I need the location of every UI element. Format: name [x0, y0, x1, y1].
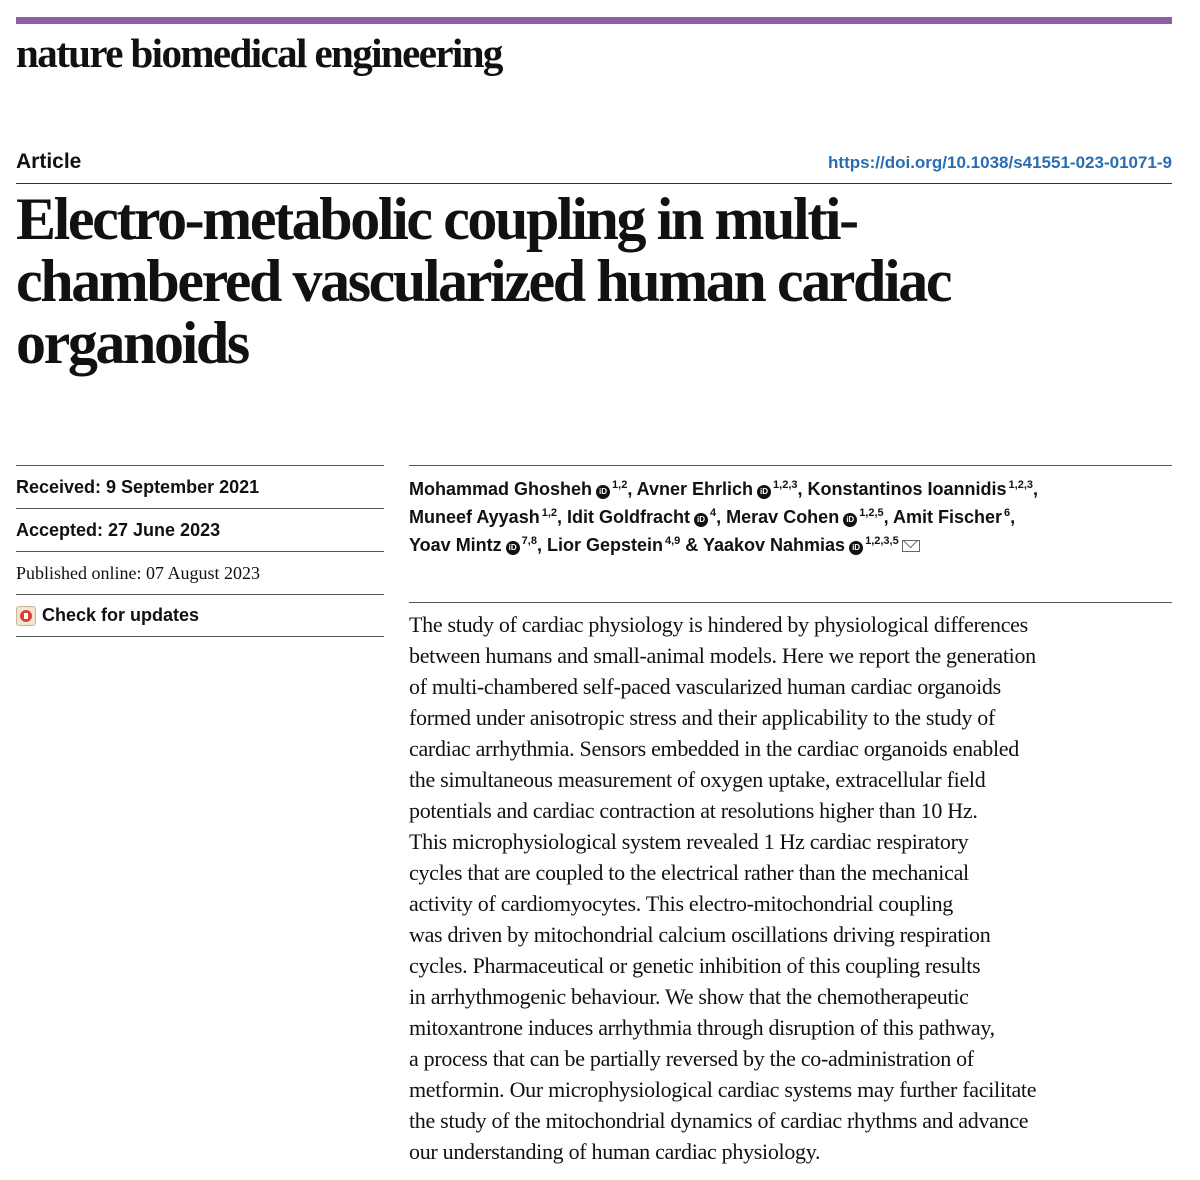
- affiliation-number: 1,2: [612, 479, 628, 491]
- author[interactable]: [637, 479, 798, 499]
- author-separator: ,: [1033, 479, 1039, 499]
- abstract-line: formed under anisotropic stress and their applicability to the study of: [409, 705, 995, 730]
- abstract-line: the simultaneous measurement of oxygen uptake, extracellular field: [409, 767, 986, 792]
- abstract-line: of multi-chambered self-paced vascularized human cardiac organoids: [409, 674, 1001, 699]
- abstract-divider: [409, 602, 1172, 603]
- affiliation-number: 7,8: [521, 535, 537, 547]
- author[interactable]: [726, 507, 884, 527]
- abstract-line: between humans and small-animal models. Here we report the generation: [409, 643, 1036, 668]
- author-name[interactable]: Lior Gepstein: [546, 535, 663, 555]
- authors-panel: [409, 465, 1172, 559]
- received-date: Received: 9 September 2021: [16, 465, 384, 508]
- published-date: Published online: 07 August 2023: [16, 551, 384, 594]
- author-separator: ,: [883, 507, 893, 527]
- orcid-icon[interactable]: iD: [694, 513, 708, 527]
- author-separator: &: [680, 535, 703, 555]
- author-name[interactable]: Amit Fischer: [893, 507, 1003, 527]
- affiliation-number: 1,2,5: [859, 507, 884, 519]
- abstract-line: potentials and cardiac contraction at resolutions higher than 10 Hz.: [409, 798, 978, 823]
- affiliation-number: 4: [710, 507, 717, 519]
- author-name[interactable]: Yoav Mintz: [409, 535, 502, 555]
- article-dates-panel: [16, 465, 384, 637]
- abstract-line: our understanding of human cardiac physiology.: [409, 1139, 821, 1164]
- author-name[interactable]: Idit Goldfracht: [567, 507, 691, 527]
- orcid-icon[interactable]: iD: [596, 485, 610, 499]
- author[interactable]: [567, 507, 716, 527]
- abstract-line: metformin. Our microphysiological cardiac systems may further facilitate: [409, 1077, 1037, 1102]
- affiliation-number: 1,2,3,5: [865, 535, 899, 547]
- orcid-icon[interactable]: iD: [849, 541, 863, 555]
- journal-name: nature biomedical engineering: [16, 30, 502, 76]
- journal-accent-bar: [16, 17, 1172, 24]
- author-separator: ,: [557, 507, 568, 527]
- abstract-line: activity of cardiomyocytes. This electro-mitochondrial coupling: [409, 891, 953, 916]
- abstract-line: cardiac arrhythmia. Sensors embedded in the cardiac organoids enabled: [409, 736, 1019, 761]
- author-separator: ,: [797, 479, 808, 499]
- affiliation-number: 4,9: [665, 535, 681, 547]
- article-type: Article: [16, 150, 82, 173]
- author-name[interactable]: Yaakov Nahmias: [702, 535, 846, 555]
- author-name[interactable]: Merav Cohen: [726, 507, 840, 527]
- author-name[interactable]: Mohammad Ghosheh: [409, 479, 593, 499]
- abstract-line: cycles. Pharmaceutical or genetic inhibition of this coupling results: [409, 953, 981, 978]
- orcid-icon[interactable]: iD: [843, 513, 857, 527]
- affiliation-number: 1,2: [541, 507, 557, 519]
- author[interactable]: [409, 507, 557, 527]
- author[interactable]: [808, 479, 1033, 499]
- orcid-icon[interactable]: iD: [757, 485, 771, 499]
- affiliation-number: 1,2,3: [773, 479, 798, 491]
- author-separator: ,: [627, 479, 637, 499]
- abstract-line: was driven by mitochondrial calcium oscillations driving respiration: [409, 922, 991, 947]
- author-name[interactable]: Konstantinos Ioannidis: [807, 479, 1007, 499]
- affiliation-number: 1,2,3: [1008, 479, 1033, 491]
- author-name[interactable]: Muneef Ayyash: [409, 507, 540, 527]
- article-title: Electro-metabolic coupling in multi-chambered vascularized human cardiac organoids: [16, 186, 951, 376]
- mail-icon[interactable]: [902, 540, 920, 552]
- check-for-updates-icon: [16, 606, 36, 626]
- author-name[interactable]: Avner Ehrlich: [636, 479, 754, 499]
- abstract-line: The study of cardiac physiology is hindered by physiological differences: [409, 612, 1028, 637]
- author-separator: ,: [536, 535, 547, 555]
- doi-link[interactable]: https://doi.org/10.1038/s41551-023-01071-9: [828, 153, 1172, 172]
- author[interactable]: [893, 507, 1010, 527]
- orcid-icon[interactable]: iD: [506, 541, 520, 555]
- title-divider: [16, 183, 1172, 184]
- author[interactable]: [409, 535, 537, 555]
- abstract-line: a process that can be partially reversed by the co-administration of: [409, 1046, 974, 1071]
- abstract-line: the study of the mitochondrial dynamics of cardiac rhythms and advance: [409, 1108, 1029, 1133]
- abstract-line: cycles that are coupled to the electrical rather than the mechanical: [409, 860, 969, 885]
- check-for-updates-button[interactable]: [16, 594, 384, 637]
- author[interactable]: [547, 535, 680, 555]
- author-separator: ,: [1010, 507, 1016, 527]
- abstract-line: This microphysiological system revealed 1 Hz cardiac respiratory: [409, 829, 969, 854]
- author-separator: ,: [716, 507, 727, 527]
- affiliation-number: 6: [1004, 507, 1011, 519]
- author[interactable]: [703, 535, 920, 555]
- accepted-date: Accepted: 27 June 2023: [16, 508, 384, 551]
- abstract-line: in arrhythmogenic behaviour. We show that the chemotherapeutic: [409, 984, 969, 1009]
- author[interactable]: [409, 479, 627, 499]
- author-list: [409, 466, 1172, 559]
- check-for-updates-label: Check for updates: [42, 605, 200, 625]
- abstract: [409, 609, 1172, 1167]
- abstract-line: mitoxantrone induces arrhythmia through disruption of this pathway,: [409, 1015, 995, 1040]
